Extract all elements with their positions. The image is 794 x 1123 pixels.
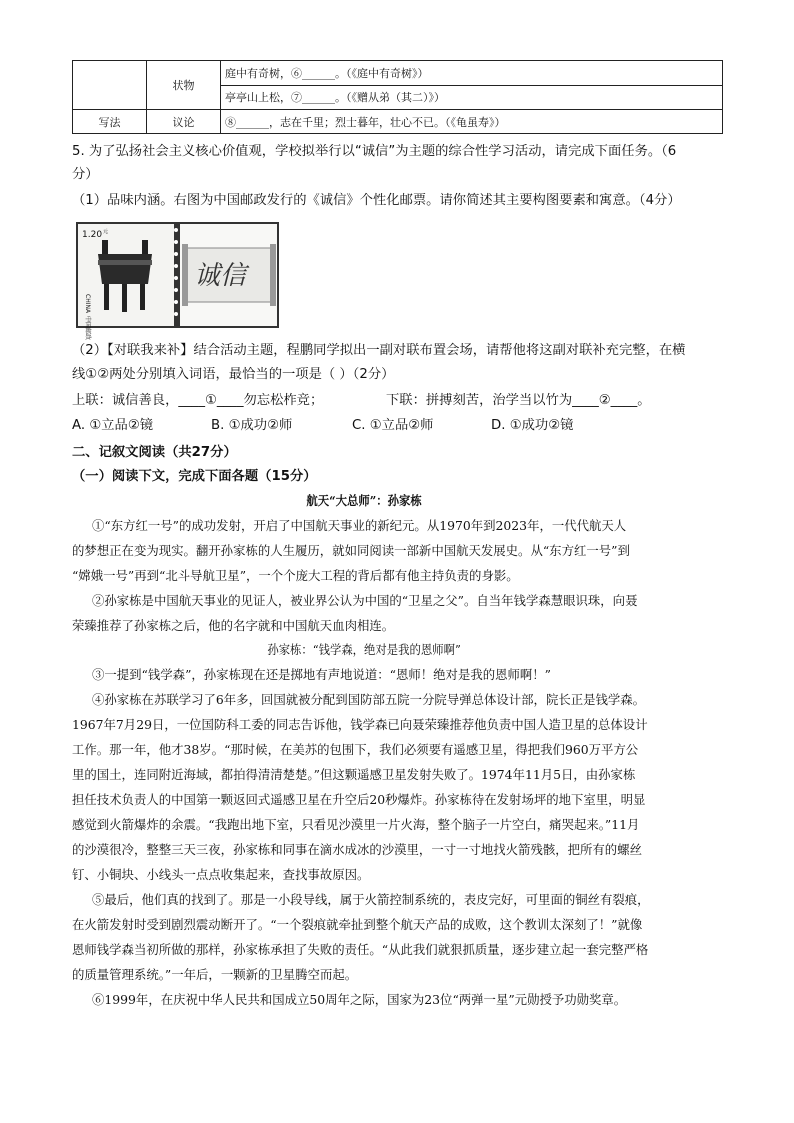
article-subtitle: 孙家栋：“钱学森，绝对是我的恩师啊” <box>267 642 461 657</box>
table-row <box>73 110 723 134</box>
section-subheading: （一）阅读下文，完成下面各题（15分） <box>72 469 317 484</box>
section-heading: 二、记叙文阅读（共27分） <box>72 445 237 460</box>
paragraph-line: 工作。那一年，他才38岁。“那时候，在美苏的包围下，我们必须要有遥感卫星，得把我们960万平方公 <box>72 742 639 757</box>
paragraph-line: ③一提到“钱学森”，孙家栋现在还是掷地有声地说道：“恩师！绝对是我的恩师啊！” <box>92 667 552 682</box>
paragraph-line: 1967年7月29日，一位国防科工委的同志告诉他，钱学森已向聂荣臻推荐他负责中国人造卫星的总体设计 <box>72 717 648 732</box>
paragraph-line: 钉、小铜块、小线头一点点收集起来，查找事故原因。 <box>72 867 370 882</box>
table-cell: 议论 <box>147 110 221 134</box>
paragraph-line: 在火箭发射时受到剧烈震动断开了。“一个裂痕就牵扯到整个航天产品的成败，这个教训太深刻了！”就像 <box>72 917 643 932</box>
paragraph-line: 担任技术负责人的中国第一颗返回式遥感卫星在升空后20秒爆炸。孙家栋待在发射场坪的地下室里，明显 <box>72 792 646 807</box>
paragraph-line: 荣臻推荐了孙家栋之后，他的名字就和中国航天血肉相连。 <box>72 618 395 633</box>
svg-text:1.20: 1.20 <box>82 230 103 240</box>
svg-text:中国邮政: 中国邮政 <box>84 316 91 341</box>
paragraph-line: ④孙家栋在苏联学习了6年多，回国就被分配到国防部五院一分院导弹总体设计部，院长正是钱学森。 <box>92 692 646 707</box>
couplet-upper: 上联：诚信善良，____①____勿忘松柞竞； <box>72 393 324 408</box>
paragraph-line: ⑥1999年，在庆祝中华人民共和国成立50周年之际，国家为23位“两弹一星”元勋授予功勋奖章。 <box>92 992 627 1007</box>
paragraph-line: 的沙漠很冷，整整三天三夜，孙家栋和同事在滴水成冰的沙漠里，一寸一寸地找火箭残骸，把所有的螺丝 <box>72 842 642 857</box>
question-5-text-cont: 分） <box>72 167 99 182</box>
stamp-calligraphy: 诚信 <box>194 261 247 291</box>
svg-text:元: 元 <box>103 229 109 235</box>
question-5-sub1: （1）品味内涵。右图为中国邮政发行的《诚信》个性化邮票。请你简述其主要构图要素和寓意。（4分） <box>72 193 681 208</box>
table-cell: 状物 <box>147 61 221 110</box>
poetry-table <box>72 60 723 134</box>
paragraph-line: ②孙家栋是中国航天事业的见证人，被业界公认为中国的“卫星之父”。自当年钱学森慧眼识珠，向聂 <box>92 593 638 608</box>
chengxin-stamp-image <box>76 222 279 341</box>
option-b: B. ①成功②师 <box>211 418 293 433</box>
option-c: C. ①立品②师 <box>352 418 434 433</box>
table-cell: 庭中有奇树，⑥______。（《庭中有奇树》） <box>221 61 723 86</box>
paragraph-line: 感觉到火箭爆炸的余震。“我跑出地下室，只看见沙漠里一片火海，整个脑子一片空白，痛哭起来。”11月 <box>72 817 640 832</box>
question-5-text: 5. 为了弘扬社会主义核心价值观，学校拟举行以“诚信”为主题的综合性学习活动，请完成下面任务。（6 <box>72 144 677 159</box>
table-cell: 写法 <box>73 110 147 134</box>
table-cell: 亭亭山上松，⑦______。（《赠从弟（其二）》） <box>221 85 723 110</box>
paragraph-line: 的质量管理系统。”一年后，一颗新的卫星腾空而起。 <box>72 967 358 982</box>
paragraph-line: ①“东方红一号”的成功发射，开启了中国航天事业的新纪元。从1970年到2023年，一代代航天人 <box>92 518 627 533</box>
paragraph-line: ⑤最后，他们真的找到了。那是一小段导线，属于火箭控制系统的，表皮完好，可里面的铜丝有裂痕， <box>92 892 650 907</box>
table-cell <box>73 61 147 110</box>
option-a: A. ①立品②镜 <box>72 418 154 433</box>
table-cell: ⑧______，志在千里；烈士暮年，壮心不已。（《龟虽寿》） <box>221 110 723 134</box>
option-d: D. ①成功②镜 <box>491 418 574 433</box>
svg-text:CHINA: CHINA <box>84 294 91 314</box>
article-title: 航天“大总师”：孙家栋 <box>306 493 422 508</box>
question-5-sub2: （2）【对联我来补】结合活动主题，程鹏同学拟出一副对联布置会场，请帮他将这副对联补充完整，在横 <box>72 343 686 358</box>
paragraph-line: 里的国土，连同附近海域，都拍得清清楚楚。”但这颗遥感卫星发射失败了。1974年11月5日，由孙家栋 <box>72 767 636 782</box>
couplet-lower: 下联：拼搏刻苦，治学当以竹为____②____。 <box>386 393 651 408</box>
paragraph-line: 的梦想正在变为现实。翻开孙家栋的人生履历，就如同阅读一部新中国航天发展史。从“东方红一号”到 <box>72 543 630 558</box>
table-row <box>73 61 723 86</box>
question-5-sub2-cont: 线①②两处分别填入词语，最恰当的一项是（ ）（2分） <box>72 367 395 382</box>
paragraph-line: 恩师钱学森当初所做的那样，孙家栋承担了失败的责任。“从此我们就狠抓质量，逐步建立起一套完整严格 <box>72 942 649 957</box>
paragraph-line: “嫦娥一号”再到“北斗导航卫星”，一个个庞大工程的背后都有他主持负责的身影。 <box>72 568 519 583</box>
